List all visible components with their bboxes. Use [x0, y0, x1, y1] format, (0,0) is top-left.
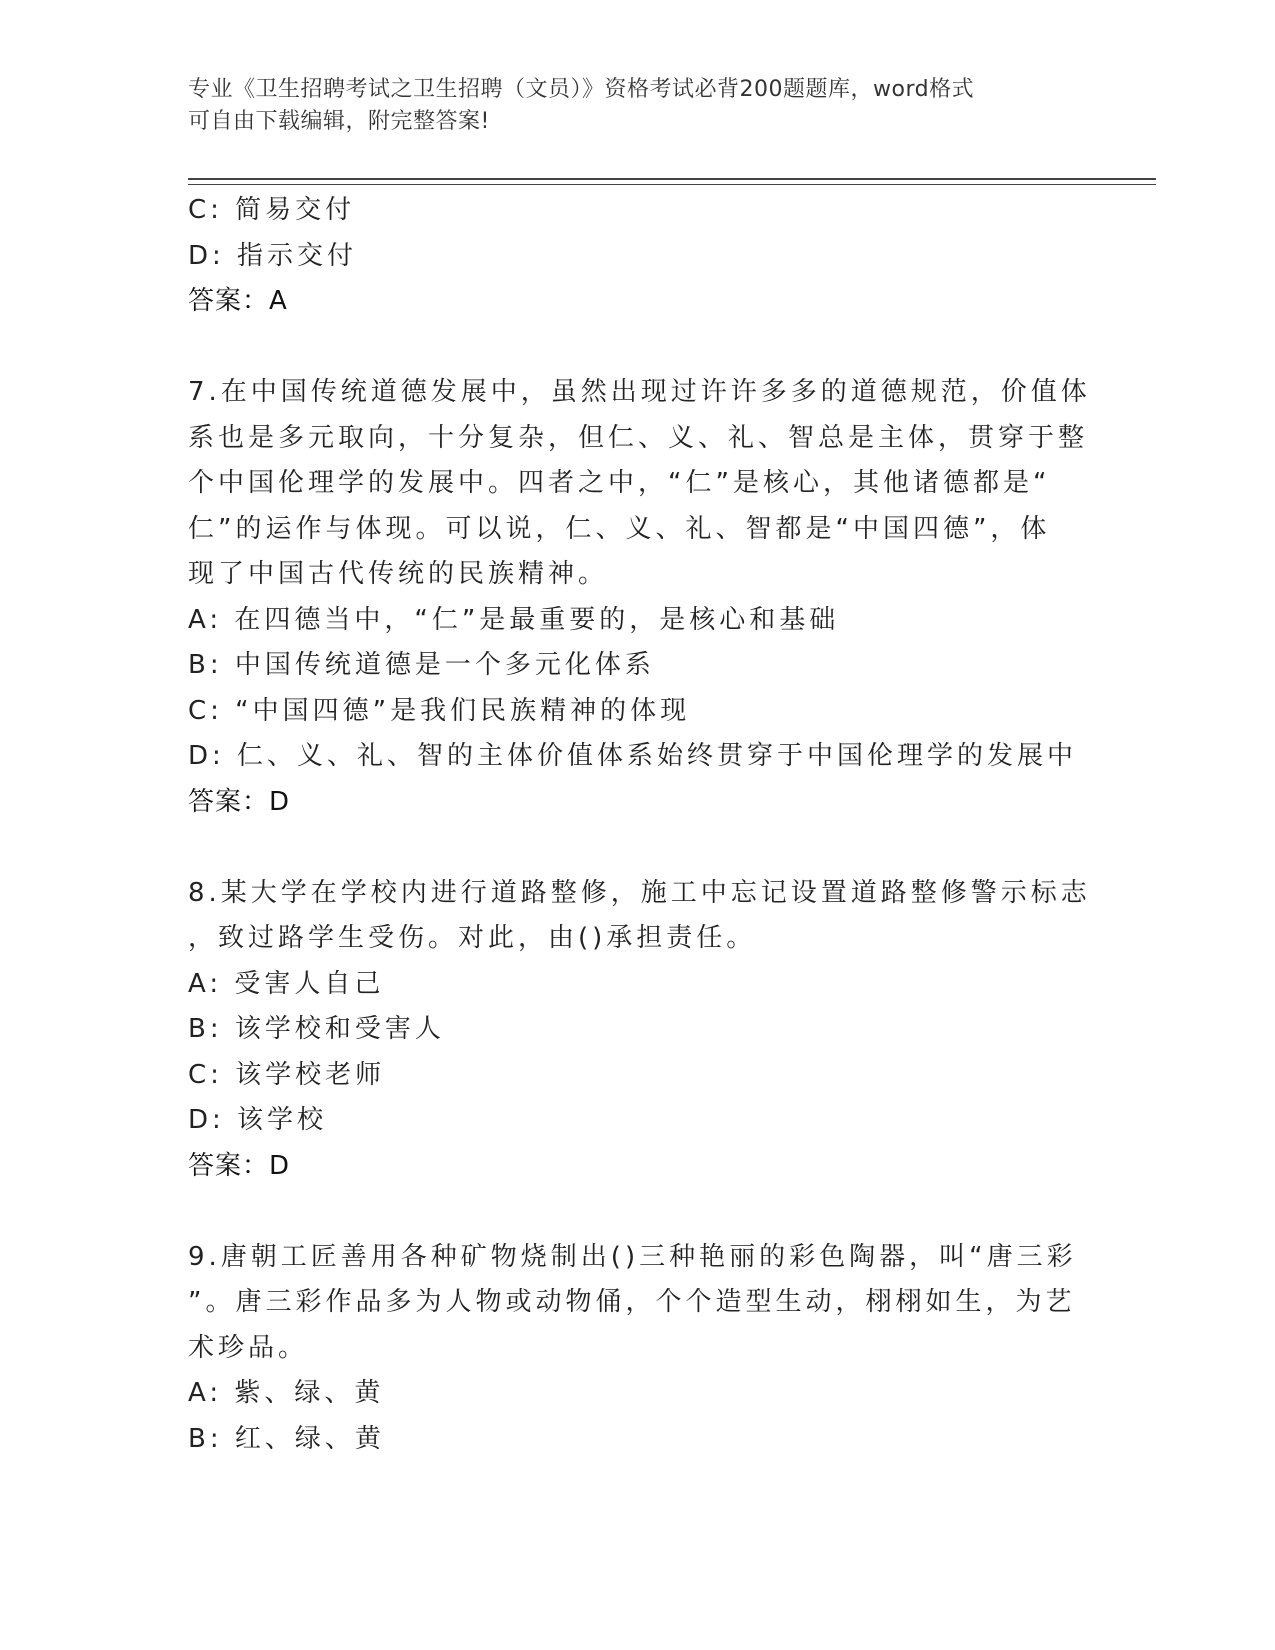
q7-option-b: B: 中国传统道德是一个多元化体系	[188, 650, 655, 680]
document-header	[188, 74, 1068, 138]
q7-stem-line: 7.在中国传统道德发展中，虽然出现过许许多多的道德规范，价值体	[188, 377, 1091, 407]
q9-stem-line: 9.唐朝工匠善用各种矿物烧制出()三种艳丽的彩色陶器，叫“唐三彩	[188, 1241, 1077, 1272]
question-9	[188, 1235, 1077, 1463]
q7-answer: 答案：D	[188, 786, 291, 817]
header-divider-thick	[188, 178, 1156, 180]
question-list	[188, 188, 1091, 1462]
q9-stem-line: 术珍品。	[188, 1332, 309, 1363]
q9-option-a: A: 紫、绿、黄	[188, 1378, 385, 1408]
q7-stem-line: 仁”的运作与体现。可以说，仁、义、礼、智都是“中国四德”，体	[188, 513, 1051, 544]
header-title-line-2: 可自由下载编辑，附完整答案!	[188, 109, 490, 134]
q8-option-c: C: 该学校老师	[188, 1059, 386, 1090]
spacer	[188, 1189, 1068, 1235]
q6-option-c: C: 简易交付	[188, 195, 356, 225]
spacer	[188, 325, 1068, 371]
q8-option-d: D: 该学校	[188, 1105, 328, 1135]
header-title-line-1: 专业《卫生招聘考试之卫生招聘（文员）》资格考试必背200题题库，word格式	[188, 77, 975, 102]
header-divider-thin	[188, 184, 1156, 185]
q8-answer: 答案：D	[188, 1150, 291, 1181]
q7-option-a: A: 在四德当中，“仁”是最重要的，是核心和基础	[188, 604, 840, 635]
q6-option-d: D: 指示交付	[188, 240, 358, 271]
q7-stem-line: 个中国伦理学的发展中。四者之中，“仁”是核心，其他诸德都是“	[188, 468, 1051, 498]
q7-option-c: C: “中国四德”是我们民族精神的体现	[188, 695, 691, 726]
q8-option-a: A: 受害人自己	[188, 968, 385, 999]
spacer	[188, 825, 1068, 871]
q9-stem-line: ”。唐三彩作品多为人物或动物俑，个个造型生动，栩栩如生，为艺	[188, 1287, 1076, 1317]
q8-option-b: B: 该学校和受害人	[188, 1014, 445, 1044]
question-7	[188, 370, 1091, 825]
question-6-tail	[188, 188, 1068, 325]
q8-stem-line: ，致过路学生受伤。对此，由()承担责任。	[188, 923, 757, 953]
question-8	[188, 871, 1091, 1190]
q7-stem-line: 现了中国古代传统的民族精神。	[188, 559, 609, 589]
q7-stem-line: 系也是多元取向，十分复杂，但仁、义、礼、智总是主体，贯穿于整	[188, 422, 1089, 453]
q8-stem-line: 8.某大学在学校内进行道路整修，施工中忘记设置道路整修警示标志	[188, 877, 1091, 908]
q6-answer: 答案：A	[188, 286, 288, 316]
q9-option-b: B: 红、绿、黄	[188, 1423, 385, 1454]
q7-option-d: D: 仁、义、礼、智的主体价值体系始终贯穿于中国伦理学的发展中	[188, 741, 1078, 771]
